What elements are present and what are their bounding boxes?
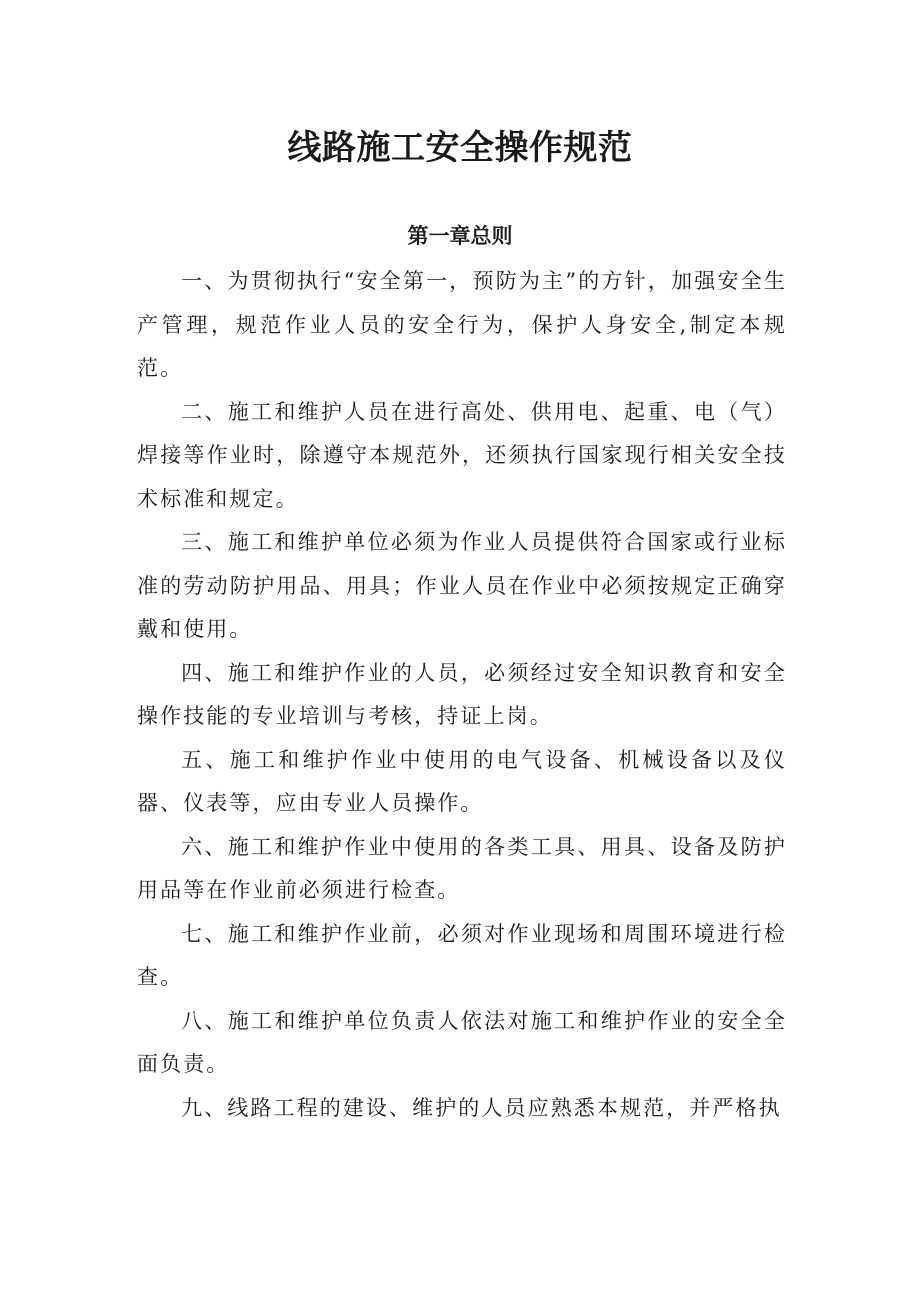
article-8: 八、施工和维护单位负责人依法对施工和维护作业的安全全面负责。 [137,1008,787,1076]
article-9: 九、线路工程的建设、维护的人员应熟悉本规范，并严格执 [181,1095,782,1120]
chapter-heading: 第一章总则 [407,223,513,248]
page-title: 线路施工安全操作规范 [287,128,633,168]
document-body [137,260,787,1130]
article-5: 五、施工和维护作业中使用的电气设备、机械设备以及仪器、仪表等，应由专业人员操作。 [137,747,787,815]
article-3: 三、施工和维护单位必须为作业人员提供符合国家或行业标准的劳动防护用品、用具；作业人员在作业中必须按规定正确穿戴和使用。 [137,530,787,641]
article-1: 一、为贯彻执行“安全第一，预防为主”的方针，加强安全生产管理，规范作业人员的安全行为，保护人身安全,制定本规范。 [137,269,787,380]
article-2: 二、施工和维护人员在进行高处、供用电、起重、电（气）焊接等作业时，除遵守本规范外，还须执行国家现行相关安全技术标准和规定。 [137,399,787,511]
article-4: 四、施工和维护作业的人员，必须经过安全知识教育和安全操作技能的专业培训与考核，持证上岗。 [137,660,787,728]
article-7: 七、施工和维护作业前，必须对作业现场和周围环境进行检查。 [137,921,787,989]
article-6: 六、施工和维护作业中使用的各类工具、用具、设备及防护用品等在作业前必须进行检查。 [137,834,787,902]
